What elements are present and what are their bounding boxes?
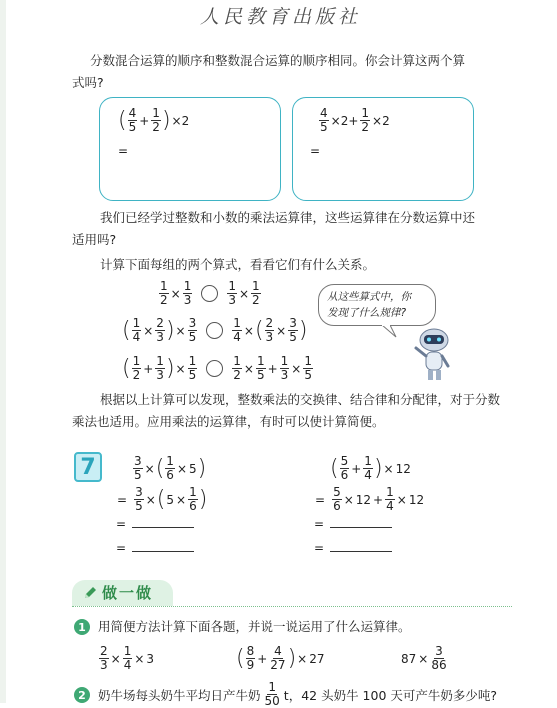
question-1-expr-2: ( $\frac{8}{9}$ + $\frac{4}{27}$ ) × 27 [236,644,325,672]
example-right-row3: = [314,517,392,531]
robot-mascot-icon [408,326,456,384]
example-left-row3: = [116,517,194,531]
question-1-expr-1: $\frac{2}{3}$ × $\frac{1}{4}$ × 3 [100,644,155,672]
pencil-icon [82,585,98,601]
example-right-row4: = [314,541,392,555]
compare-circle[interactable] [206,322,223,339]
example-right-row2: = $\frac{5}{6}$ × 12 + $\frac{1}{4}$ × 12 [315,485,425,513]
answer-blank[interactable] [330,517,392,528]
page-spine [0,0,6,703]
example-left-row2: = $\frac{3}{5}$ × ( 5 × $\frac{1}{6}$ ) [117,485,208,513]
box1-equals: = [118,144,129,158]
question-number-badge: 2 [74,687,90,703]
intro-line1: 分数混合运算的顺序和整数混合运算的顺序相同。你会计算这两个算 [90,53,466,68]
box2-equals: = [310,144,321,158]
answer-blank[interactable] [330,541,392,552]
publisher-logo: 人民教育出版社 [200,6,362,28]
para3: 计算下面每组的两个算式，看看它们有什么关系。 [100,257,376,272]
answer-blank[interactable] [132,517,194,528]
para4-line1: 根据以上计算可以发现，整数乘法的交换律、结合律和分配律，对于分数 [100,392,501,407]
compare-row-2: ( $\frac{1}{4}$ × $\frac{2}{3}$ ) × $\frac{3}{5}$ $\frac{1}{4}$ × ( $\frac{2}{3}$ × $\frac{3}{5}$ ) [122,316,308,344]
intro-line2: 式吗? [72,75,104,90]
box1-expression: ( $\frac{4}{5}$ + $\frac{1}{2}$ ) ×2 [118,106,190,134]
question-number-badge: 1 [74,619,90,635]
question-2-text: 奶牛场每头奶牛平均日产牛奶 $\frac{1}{50}$ t，42 头奶牛 100 天可产牛奶多少吨? [98,680,498,708]
compare-circle[interactable] [201,285,218,302]
para2-line2: 适用吗? [72,232,117,247]
para4-line2: 乘法也适用。应用乘法的运算律，有时可以使计算简便。 [72,414,385,429]
example-left-row1: $\frac{3}{5}$ × ( $\frac{1}{6}$ × 5 ) [134,454,207,482]
compare-circle[interactable] [206,360,223,377]
section-divider [72,606,512,607]
answer-blank[interactable] [132,541,194,552]
fraction: $\frac{4}{5}$ [128,106,137,134]
speech-bubble: 从这些算式中，你 发现了什么规律? [318,284,436,326]
fraction: $\frac{4}{5}$ [320,106,328,134]
speech-bubble-tail [380,325,398,339]
compare-row-3: ( $\frac{1}{2}$ + $\frac{1}{3}$ ) × $\frac{1}{5}$ $\frac{1}{2}$ × $\frac{1}{5}$ + $\frac{1}{3}$ × $\frac{1}{5}$ [122,354,312,382]
example-left-row4: = [116,541,194,555]
compare-row-1: $\frac{1}{2}$ × $\frac{1}{3}$ $\frac{1}{3}$ × $\frac{1}{2}$ [160,279,260,307]
question-1-text: 用简便方法计算下面各题，并说一说运用了什么运算律。 [98,619,411,634]
section-title: 做一做 [102,584,154,602]
question-1-expr-3: 87 × $\frac{3}{86}$ [401,644,447,672]
example-number-badge: 7 [74,452,102,482]
para2-line1: 我们已经学过整数和小数的乘法运算律，这些运算律在分数运算中还 [100,210,476,225]
fraction: $\frac{1}{2}$ [152,106,160,134]
fraction: $\frac{1}{2}$ [361,106,370,134]
box2-expression: $\frac{4}{5}$ ×2+ $\frac{1}{2}$ ×2 [320,106,390,134]
example-right-row1: ( $\frac{5}{6}$ + $\frac{1}{4}$ ) × 12 [330,454,411,482]
